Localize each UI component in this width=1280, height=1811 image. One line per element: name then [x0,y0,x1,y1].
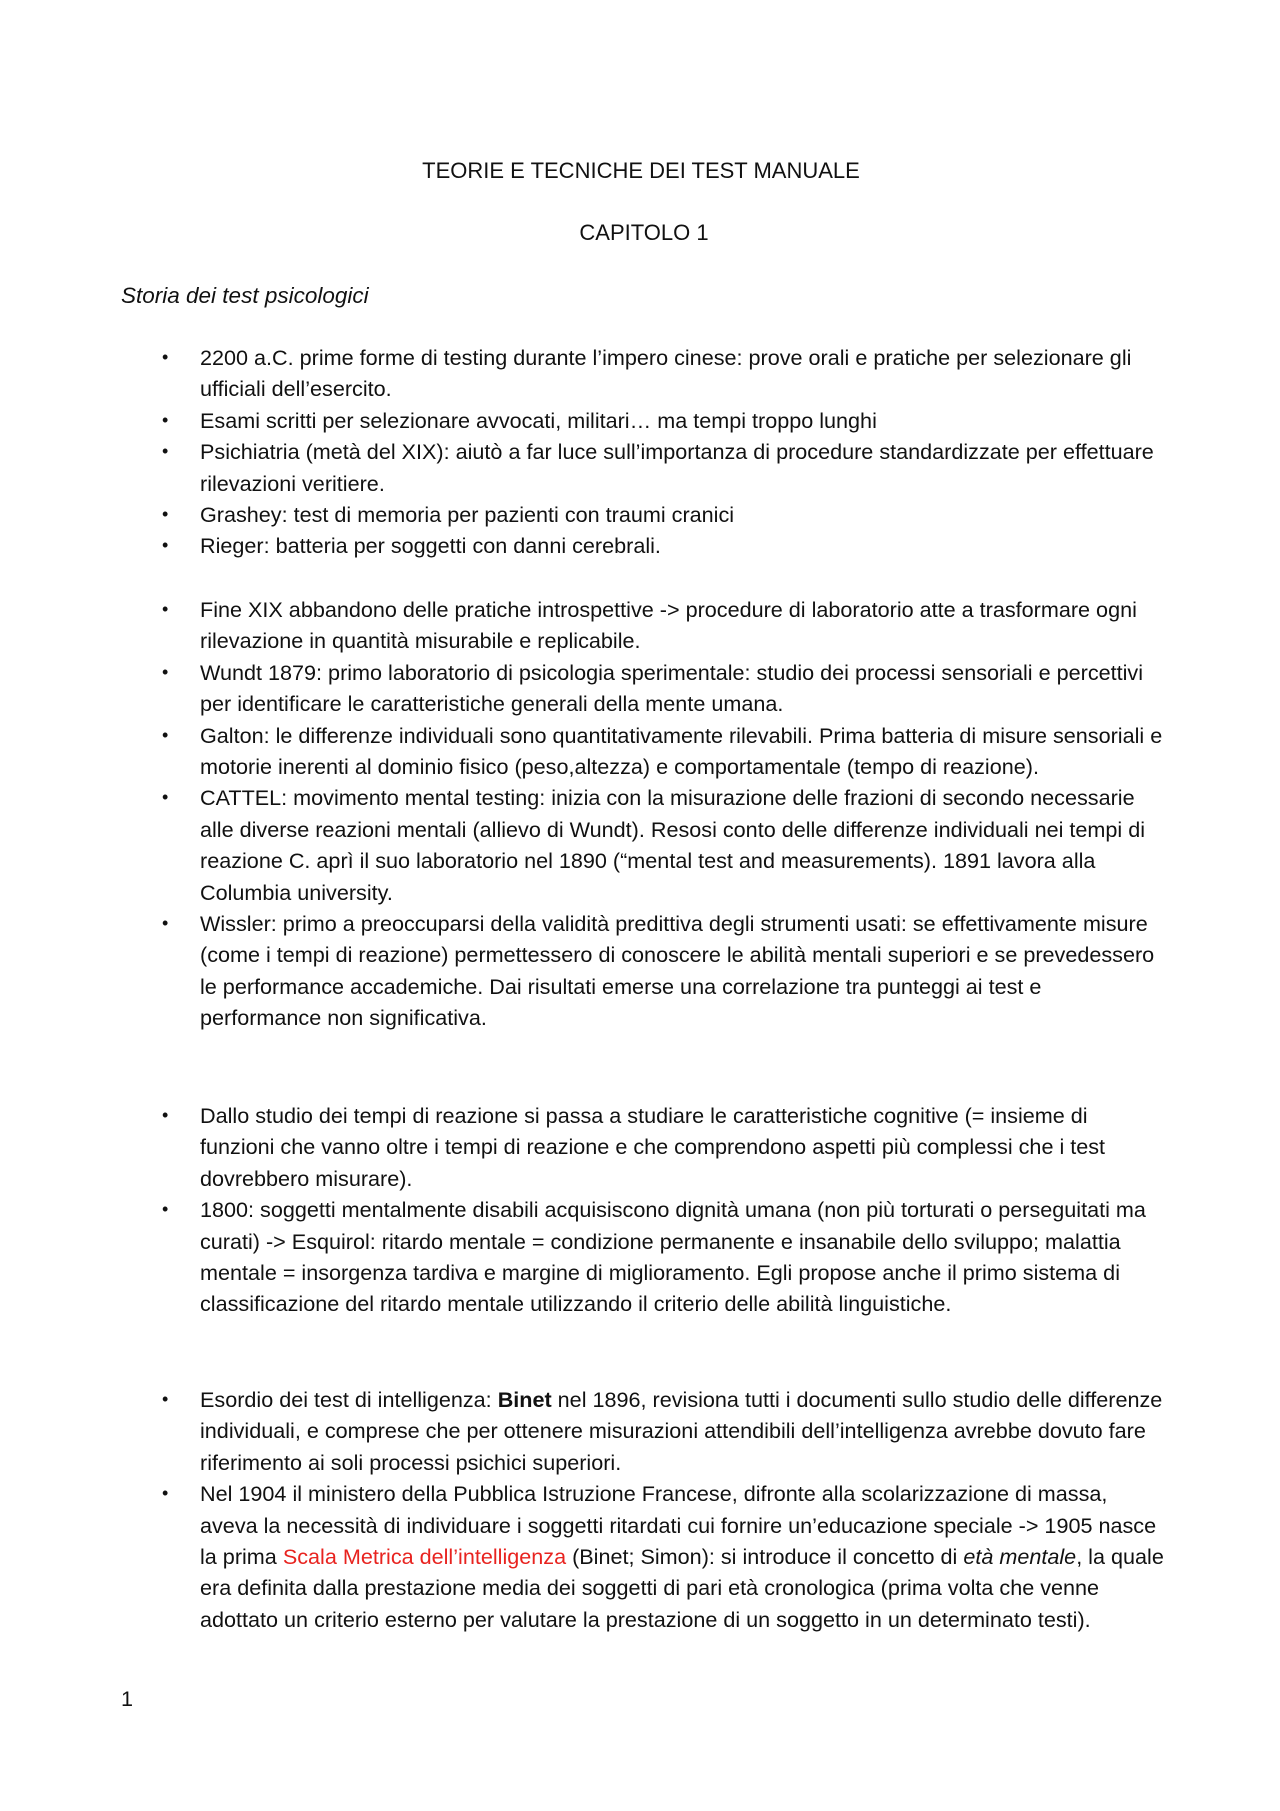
bullet-list-1 [0,342,1280,562]
document-title-text: TEORIE E TECNICHE DEI TEST MANUALE [422,158,860,183]
bullet-list-3 [0,1100,1280,1320]
list-item [0,436,1280,499]
list-item-text: 2200 a.C. prime forme di testing durante l’impero cinese: prove orali e pratiche per selezionare gli ufficiali dell’esercito. [200,345,1132,402]
list-item-text-middle: (Binet; Simon): si introduce il concetto di [566,1544,964,1570]
bullet-icon: • [162,787,169,808]
list-item [0,1384,1280,1478]
list-item-text: Psichiatria (metà del XIX): aiutò a far luce sull’importanza di procedure standardizzate per effettuare rilevazioni veritiere. [200,439,1154,496]
list-item-text-before: Nel 1904 il ministero della Pubblica Istruzione Francese, difronte alla scolarizzazione di massa, aveva la necessità di individuare i soggetti ritardati cui fornire un’educazione speciale -> 1905 nasce la prima [200,1481,1157,1570]
section-heading: Storia dei test psicologici [121,283,369,308]
list-item [0,1478,1280,1635]
bullet-list-4 [0,1384,1280,1635]
list-item-text-after: , la quale era definita dalla prestazione media dei soggetti di pari età cronologica (prima volta che venne adottato un criterio esterno per valutare la prestazione di un soggetto in un determinato testi). [200,1544,1164,1632]
scala-metrica-highlight: Scala Metrica dell’intelligenza [282,1544,567,1570]
list-item-text: 1800: soggetti mentalmente disabili acquisiscono dignità umana (non più torturati o perseguitati ma curati) -> Esquirol: ritardo mentale = condizione permanente e insanabile dello sviluppo; malattia mentale = insorgenza tardiva e margine di miglioramento. Egli propose anche il primo sistema di classificazione del ritardo mentale utilizzando il criterio delle abilità linguistiche. [200,1197,1146,1317]
list-item-text: CATTEL: movimento mental testing: inizia con la misurazione delle frazioni di secondo necessarie alle diverse reazioni mentali (allievo di Wundt). Resosi conto delle differenze individuali nei tempi di reazione C. aprì il suo laboratorio nel 1890 (“mental test and measurements). 1891 lavora alla Columbia university. [200,785,1146,905]
list-item [0,342,1280,405]
list-item [0,530,1280,561]
bullet-icon: • [162,1389,169,1409]
bullet-icon: • [162,913,169,934]
list-item [0,405,1280,436]
list-item [0,720,1280,783]
chapter-heading [0,218,1280,248]
list-item-text: Fine XIX abbandono delle pratiche introspettive -> procedure di laboratorio atte a trasformare ogni rilevazione in quantità misurabile e replicabile. [200,597,1137,654]
list-item-text: Galton: le differenze individuali sono quantitativamente rilevabili. Prima batteria di misure sensoriali e motorie inerenti al dominio fisico (peso,altezza) e comportamentale (tempo di reazione). [200,722,1163,780]
bullet-icon: • [162,347,169,367]
bullet-icon: • [162,504,169,525]
bullet-icon: • [162,661,169,682]
bullet-icon: • [162,535,169,556]
document-title [0,156,1280,186]
bullet-icon: • [162,1105,169,1125]
bullet-icon: • [162,1483,169,1504]
list-item-text: Esami scritti per selezionare avvocati, militari… ma tempi troppo lunghi [200,407,877,433]
list-item [0,499,1280,530]
list-item-text: Grashey: test di memoria per pazienti con traumi cranici [200,502,735,528]
bullet-icon: • [162,409,169,430]
bullet-icon: • [162,724,169,745]
list-item-text: Wissler: primo a preoccuparsi della validità predittiva degli strumenti usati: se effettivamente misure (come i tempi di reazione) permettessero di conoscere le abilità mentali superiori e se prevedessero le performance accademiche. Dai risultati emerse una correlazione tra punteggi ai test e performance non significativa. [200,911,1155,1031]
list-item [0,594,1280,657]
list-item-text: Wundt 1879: primo laboratorio di psicologia sperimentale: studio dei processi sensoriali e percettivi per identificare le caratteristiche generali della mente umana. [200,659,1144,717]
bullet-icon: • [162,1199,169,1220]
list-item [0,782,1280,908]
list-item [0,908,1280,1034]
list-item [0,1100,1280,1194]
chapter-heading-text: CAPITOLO 1 [579,220,709,245]
binet-bold-text: Binet [497,1387,552,1412]
bullet-list-2 [0,594,1280,1034]
list-item [0,1194,1280,1320]
page-number: 1 [121,1686,134,1711]
bullet-icon: • [162,441,169,462]
bullet-icon: • [162,599,169,619]
list-item [0,657,1280,720]
list-item-text: Dallo studio dei tempi di reazione si passa a studiare le caratteristiche cognitive (= insieme di funzioni che vanno oltre i tempi di reazione e che comprendono aspetti più complessi che i test dovrebbero misurare). [200,1103,1106,1191]
list-item-text-before: Esordio dei test di intelligenza: [200,1387,498,1412]
list-item-text-after: nel 1896, revisiona tutti i documenti sullo studio delle differenze individuali, e comprese che per ottenere misurazioni attendibili dell’intelligenza avrebbe dovuto fare riferimento ai soli processi psichici superiori. [200,1387,1163,1475]
list-item-text: Rieger: batteria per soggetti con danni cerebrali. [200,533,661,559]
eta-mentale-italic: età mentale [963,1544,1077,1570]
